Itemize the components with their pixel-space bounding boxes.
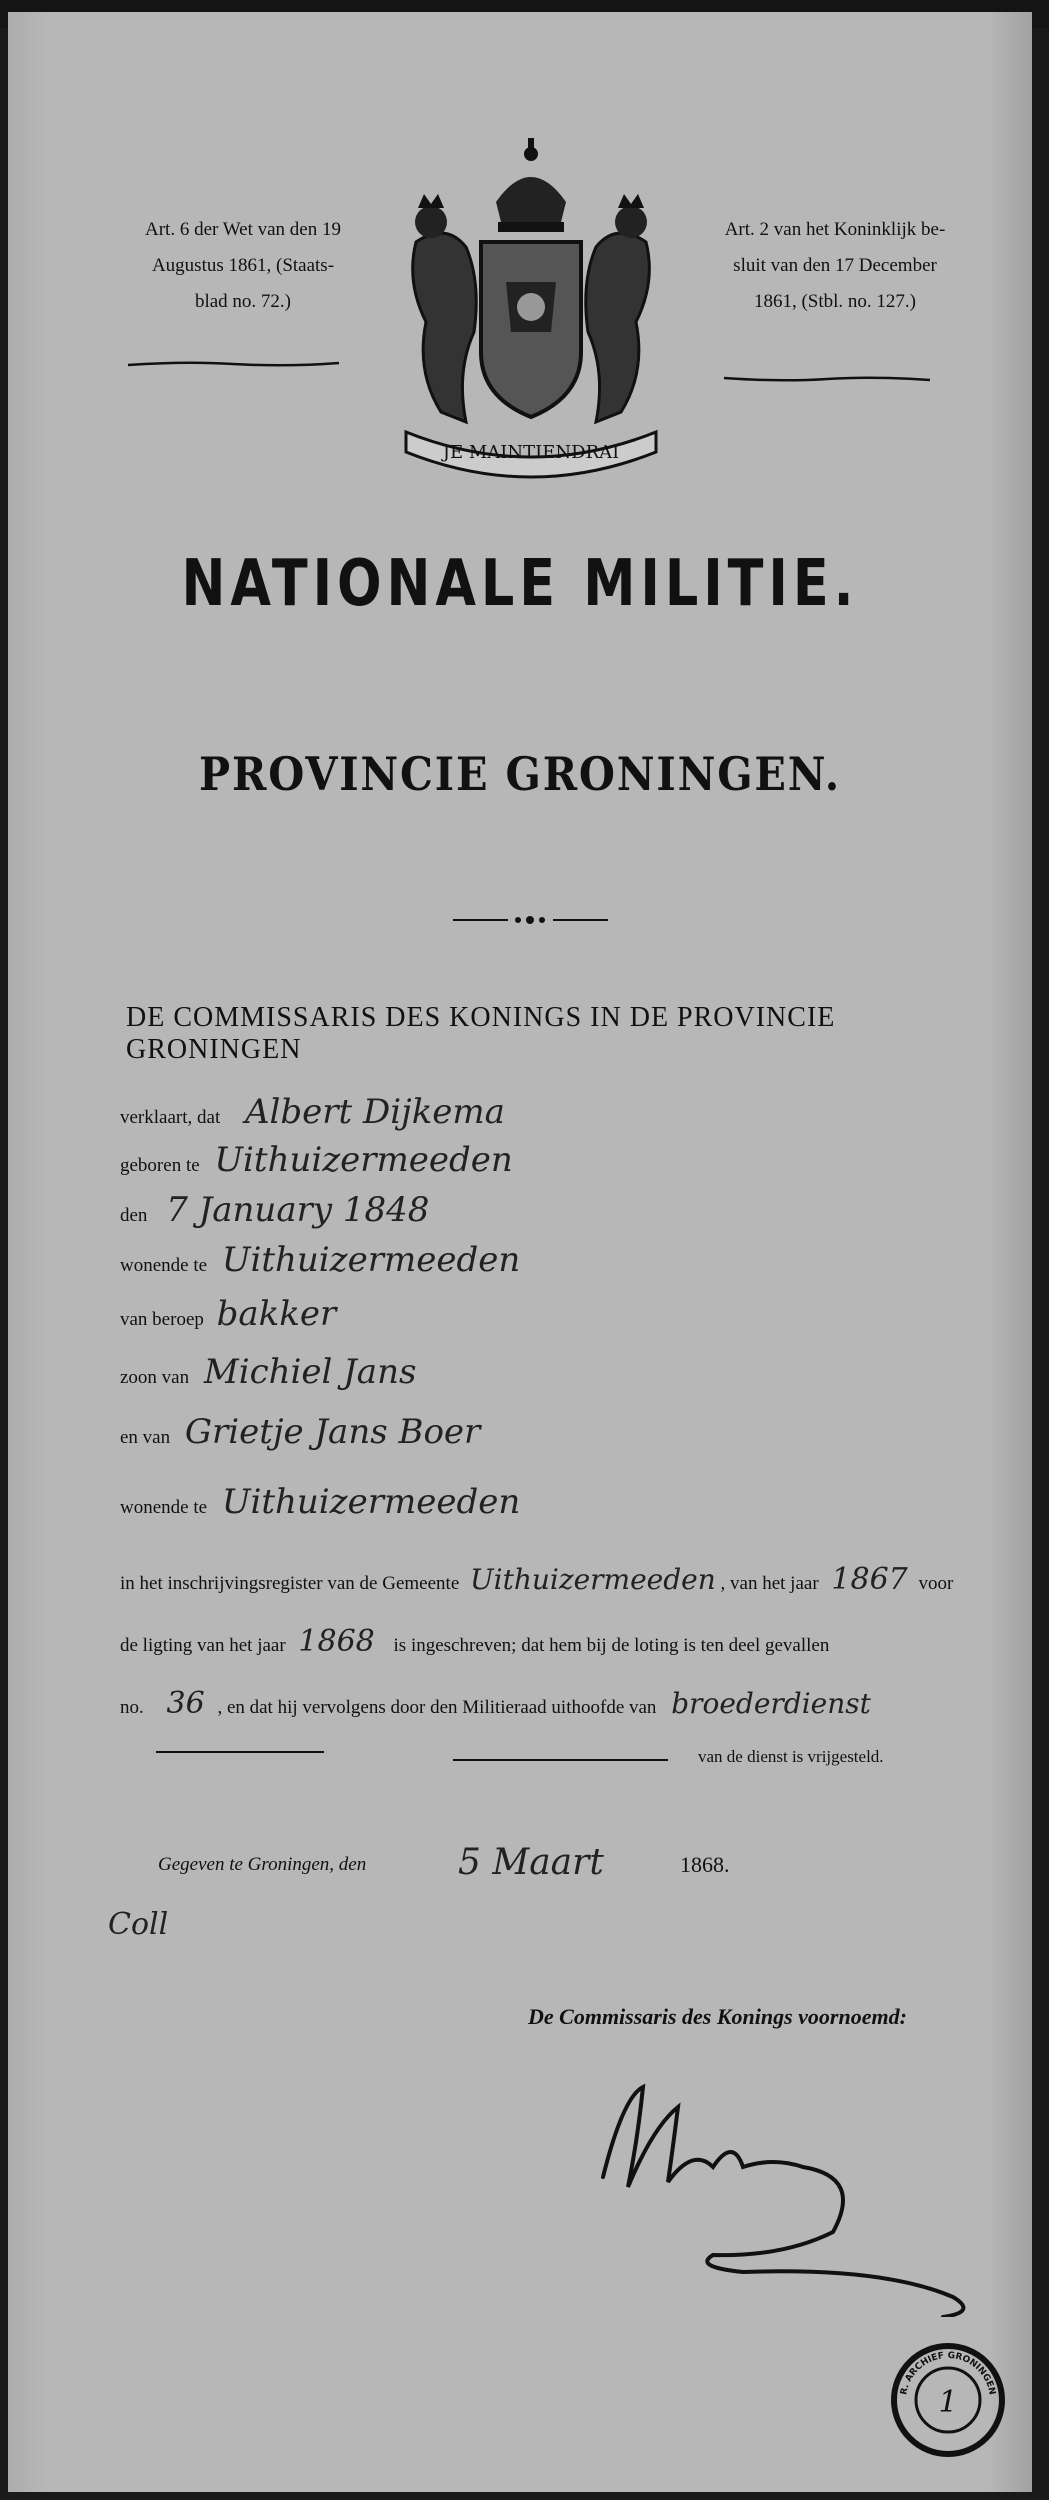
main-title: NATIONALE MILITIE.: [181, 547, 859, 621]
archive-stamp-icon: [888, 2340, 1008, 2460]
register-year-value: 1867: [831, 1562, 908, 1597]
blank-line-left-icon: [156, 1749, 324, 1755]
row-zoon: [120, 1352, 416, 1392]
ligting-label: de ligting van het jaar: [120, 1635, 286, 1656]
royal-crest-icon: [386, 132, 676, 492]
municipality-value: Uithuizermeeden: [470, 1563, 716, 1596]
den-label: den: [120, 1205, 148, 1226]
right-article-reference: [690, 212, 980, 320]
row-geboren: [120, 1140, 513, 1180]
left-article-line: Augustus 1861, (Staats-: [151, 255, 335, 276]
zoon-label: zoon van: [120, 1367, 190, 1388]
issue-year: 1868.: [680, 1852, 730, 1877]
loting-text: , en dat hij vervolgens door den Militieraad uithoofde van: [217, 1697, 657, 1718]
row-verklaart: [120, 1092, 505, 1132]
left-flourish-icon: [126, 360, 341, 368]
row-wonende: [120, 1240, 520, 1280]
lot-number-value: 36: [166, 1686, 205, 1721]
parents-residence-value: Uithuizermeeden: [221, 1482, 521, 1522]
issue-date-value: 5 Maart: [458, 1842, 604, 1883]
signature-icon: [583, 2067, 1003, 2317]
ligting-year-value: 1868: [298, 1624, 375, 1659]
en-van-label: en van: [120, 1427, 171, 1448]
vrijgesteld-text: van de dienst is vrijgesteld.: [698, 1747, 884, 1766]
left-article-line: blad no. 72.): [194, 291, 292, 312]
residence-value: Uithuizermeeden: [221, 1240, 521, 1280]
row-wonende2: [120, 1482, 520, 1522]
lot-number-label: no.: [120, 1697, 144, 1718]
commissioner-heading: DE COMMISSARIS DES KONINGS IN DE PROVINCIE GRONINGEN: [126, 1002, 836, 1065]
mother-value: Grietje Jans Boer: [184, 1412, 481, 1452]
birthplace-value: Uithuizermeeden: [214, 1140, 513, 1180]
row-ligting: [120, 1624, 829, 1659]
exemption-reason-value: broederdienst: [671, 1687, 871, 1720]
birthdate-value: 7 January 1848: [166, 1190, 430, 1230]
ligting-text: is ingeschreven; dat hem bij de loting is ten deel gevallen: [393, 1635, 830, 1656]
signer-title: De Commissaris des Konings voornoemd:: [528, 2004, 907, 2029]
left-article-line: Art. 6 der Wet van den 19: [145, 219, 341, 240]
stamp-text: R. ARCHIEF GRONINGEN: [899, 2350, 997, 2396]
gegeven-label: Gegeven te Groningen, den: [158, 1854, 367, 1875]
geboren-label: geboren te: [120, 1155, 200, 1176]
blank-line-mid-icon: [453, 1757, 668, 1763]
father-value: Michiel Jans: [203, 1352, 417, 1392]
row-beroep: [120, 1294, 336, 1334]
voor-label: voor: [918, 1573, 954, 1594]
stamp-number: 1: [938, 2385, 958, 2420]
right-article-line: Art. 2 van het Koninklijk be-: [724, 219, 946, 240]
verklaart-label: verklaart, dat: [120, 1107, 221, 1128]
name-value: Albert Dijkema: [244, 1092, 505, 1132]
register-text: in het inschrijvingsregister van de Gemeente: [120, 1573, 460, 1594]
occupation-value: bakker: [216, 1294, 337, 1334]
wonende-label: wonende te: [120, 1255, 208, 1276]
collated-mark: Coll: [108, 1907, 169, 1942]
row-register: [120, 1562, 953, 1597]
wonende2-label: wonende te: [120, 1497, 208, 1518]
row-en-van: [120, 1412, 480, 1452]
province-title: PROVINCIE GRONINGEN.: [199, 747, 841, 801]
row-den: [120, 1190, 429, 1230]
crest-motto: JE MAINTIENDRAI: [442, 442, 620, 463]
militia-certificate: [8, 12, 1032, 2492]
right-article-line: sluit van den 17 December: [733, 255, 937, 276]
left-article-reference: [128, 212, 358, 320]
right-flourish-icon: [722, 375, 932, 383]
beroep-label: van beroep: [120, 1309, 204, 1330]
register-year-label: , van het jaar: [720, 1573, 819, 1594]
row-loting: [120, 1686, 871, 1721]
right-article-line: 1861, (Stbl. no. 127.): [753, 291, 917, 312]
ornament-separator-icon: [453, 912, 608, 928]
